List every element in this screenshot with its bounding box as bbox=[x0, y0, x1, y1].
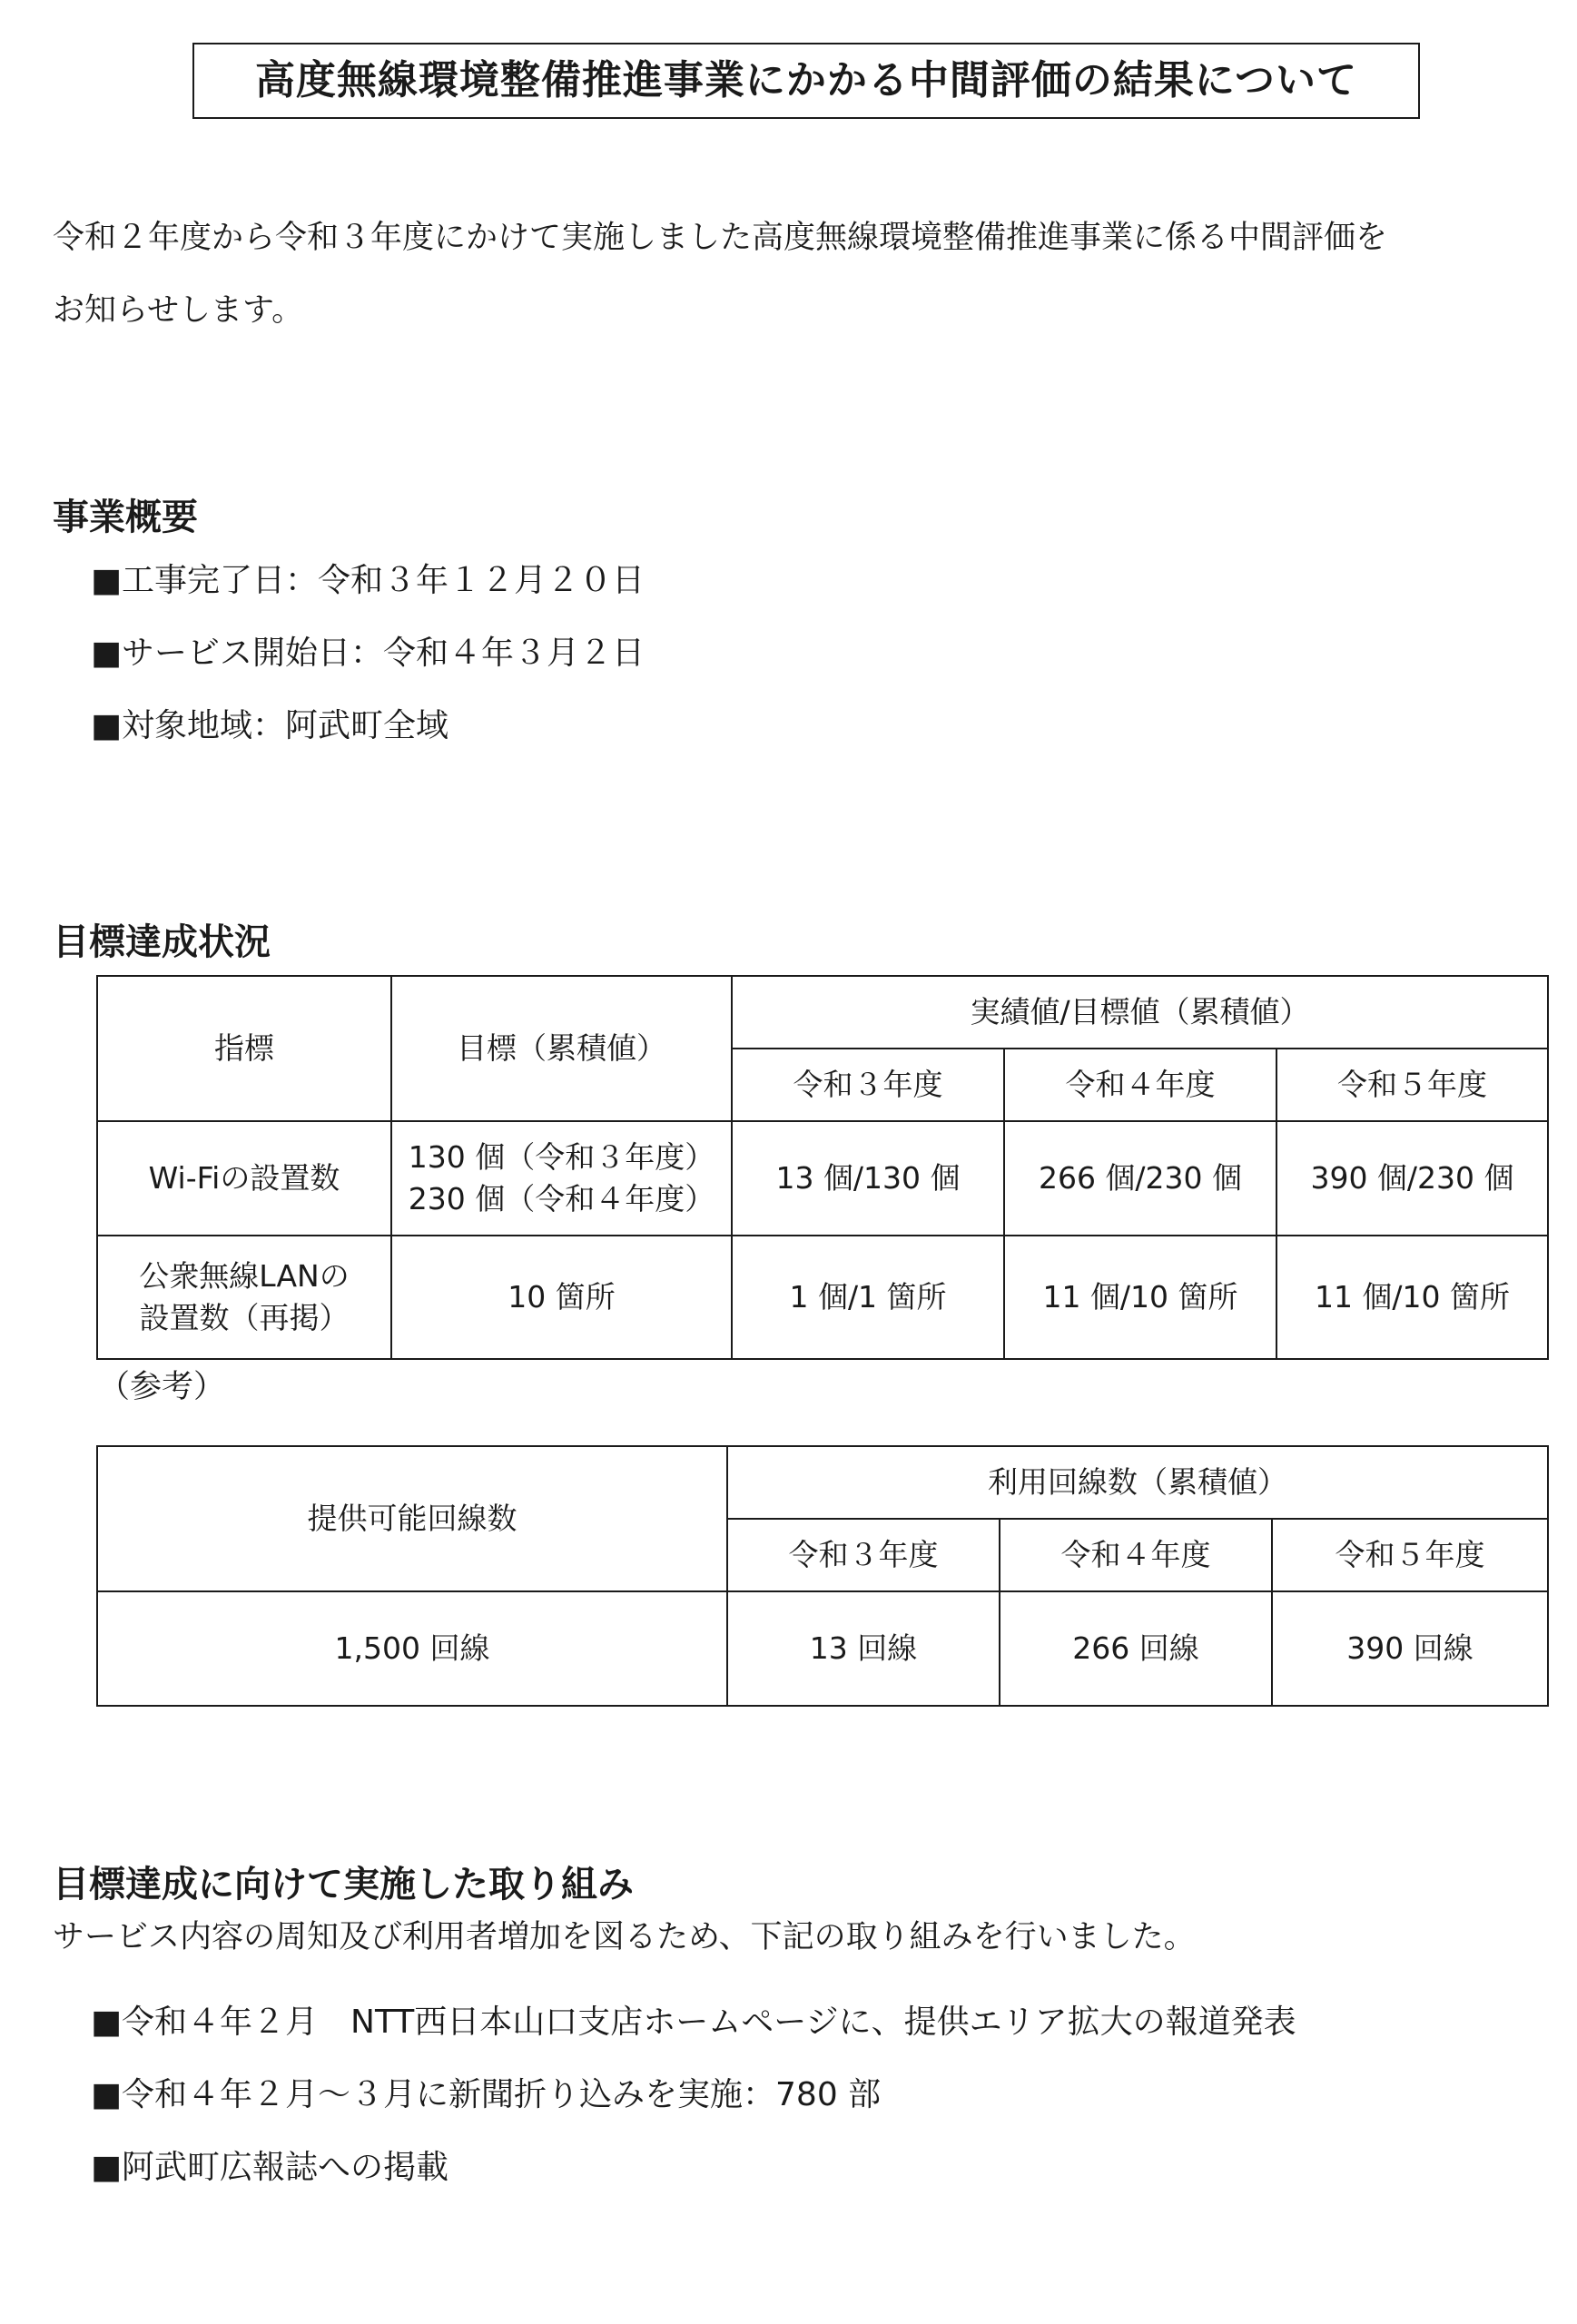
row-target-line: 230 個（令和４年度） bbox=[408, 1181, 715, 1216]
list-item: ■令和４年２月～３月に新聞折り込みを実施：780 部 bbox=[91, 2076, 882, 2113]
list-item: ■阿武町広報誌への掲載 bbox=[91, 2149, 449, 2186]
table-row bbox=[97, 1121, 1548, 1236]
table-cell: 266 回線 bbox=[1000, 1591, 1272, 1706]
header-indicator: 指標 bbox=[97, 976, 391, 1121]
header-year: 令和３年度 bbox=[732, 1049, 1004, 1121]
row-indicator: Wi-Fiの設置数 bbox=[97, 1121, 391, 1236]
table-cell: 11 個/10 箇所 bbox=[1276, 1236, 1548, 1359]
reference-table bbox=[96, 1445, 1549, 1707]
list-item: ■工事完了日：令和３年１２月２０日 bbox=[91, 562, 646, 599]
intro-line-1: 令和２年度から令和３年度にかけて実施しました高度無線環境整備推進事業に係る中間評価を bbox=[53, 220, 1388, 256]
table-cell: 13 個/130 個 bbox=[732, 1121, 1004, 1236]
header-capacity: 提供可能回線数 bbox=[97, 1446, 727, 1591]
row-indicator-line: 公衆無線LANの bbox=[139, 1258, 350, 1294]
page-title: 高度無線環境整備推進事業にかかる中間評価の結果について bbox=[192, 43, 1420, 119]
table-cell: 390 回線 bbox=[1272, 1591, 1548, 1706]
table-header-row bbox=[97, 976, 1548, 1049]
reference-label: （参考） bbox=[98, 1369, 226, 1405]
initiatives-description: サービス内容の周知及び利用者増加を図るため、下記の取り組みを行いました。 bbox=[53, 1919, 1196, 1955]
table-row bbox=[97, 1236, 1548, 1359]
table-header-row bbox=[97, 1446, 1548, 1519]
row-indicator bbox=[97, 1236, 391, 1359]
table-row bbox=[97, 1591, 1548, 1706]
header-year: 令和５年度 bbox=[1272, 1519, 1548, 1591]
intro-line-2: お知らせします。 bbox=[53, 292, 304, 329]
row-target bbox=[391, 1121, 732, 1236]
table-cell: 390 個/230 個 bbox=[1276, 1121, 1548, 1236]
table-cell: 11 個/10 箇所 bbox=[1004, 1236, 1276, 1359]
overview-list bbox=[91, 545, 645, 763]
row-indicator-line: 設置数（再掲） bbox=[139, 1300, 350, 1335]
targets-table bbox=[96, 975, 1549, 1360]
row-target: 10 箇所 bbox=[391, 1236, 732, 1359]
header-target: 目標（累積値） bbox=[391, 976, 732, 1121]
header-year: 令和３年度 bbox=[727, 1519, 1000, 1591]
list-item: ■令和４年２月 NTT西日本山口支店ホームページに、提供エリア拡大の報道発表 bbox=[91, 2004, 1296, 2041]
header-year: 令和４年度 bbox=[1004, 1049, 1276, 1121]
targets-heading: 目標達成状況 bbox=[53, 921, 271, 963]
initiatives-heading: 目標達成に向けて実施した取り組み bbox=[53, 1864, 634, 1905]
table-cell: 13 回線 bbox=[727, 1591, 1000, 1706]
list-item: ■サービス開始日：令和４年３月２日 bbox=[91, 635, 646, 672]
list-item: ■対象地域：阿武町全域 bbox=[91, 707, 449, 744]
table-cell: 266 個/230 個 bbox=[1004, 1121, 1276, 1236]
initiatives-list bbox=[91, 1986, 1296, 2204]
row-capacity: 1,500 回線 bbox=[97, 1591, 727, 1706]
overview-heading: 事業概要 bbox=[53, 497, 198, 538]
row-target-line: 130 個（令和３年度） bbox=[408, 1139, 715, 1175]
header-year: 令和５年度 bbox=[1276, 1049, 1548, 1121]
header-usage: 利用回線数（累積値） bbox=[727, 1446, 1548, 1519]
intro-paragraph bbox=[53, 202, 1560, 347]
table-cell: 1 個/1 箇所 bbox=[732, 1236, 1004, 1359]
header-actual-over-target: 実績値/目標値（累積値） bbox=[732, 976, 1548, 1049]
header-year: 令和４年度 bbox=[1000, 1519, 1272, 1591]
